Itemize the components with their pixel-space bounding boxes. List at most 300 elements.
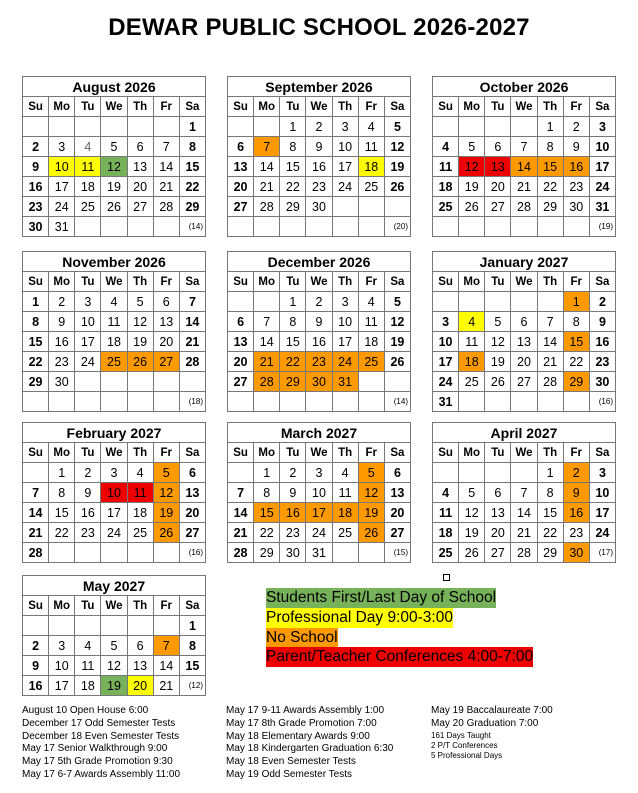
day-cell: 31 (332, 372, 358, 392)
weekday-header: Th (537, 272, 563, 292)
day-cell: 8 (179, 137, 205, 157)
empty-cell (228, 117, 254, 137)
weekday-header: Fr (358, 443, 384, 463)
day-cell: 10 (49, 157, 75, 177)
weekday-header: We (306, 443, 332, 463)
weekday-header: Tu (485, 272, 511, 292)
day-cell: 4 (433, 137, 459, 157)
empty-cell (485, 217, 511, 237)
day-cell: 6 (228, 137, 254, 157)
day-cell: 29 (280, 372, 306, 392)
weekday-header: Fr (153, 443, 179, 463)
day-cell: 4 (433, 483, 459, 503)
event-item: May 19 Baccalaureate 7:00 (431, 705, 553, 716)
day-cell: 18 (358, 157, 384, 177)
day-cell: 25 (459, 372, 485, 392)
day-cell: 14 (153, 656, 179, 676)
school-day-count: (19) (589, 217, 615, 237)
day-cell: 21 (153, 676, 179, 696)
weekday-header: Tu (280, 443, 306, 463)
school-day-count: (14) (384, 392, 410, 412)
day-cell: 31 (589, 197, 615, 217)
month-may-2027 (22, 575, 206, 696)
day-cell: 19 (459, 177, 485, 197)
empty-cell (433, 217, 459, 237)
day-cell: 6 (511, 312, 537, 332)
day-cell: 20 (127, 177, 153, 197)
day-cell: 17 (589, 503, 615, 523)
empty-cell (75, 217, 101, 237)
empty-cell (332, 197, 358, 217)
month-name: August 2026 (23, 77, 206, 97)
month-name: March 2027 (228, 423, 411, 443)
day-cell: 22 (49, 523, 75, 543)
day-cell: 17 (306, 503, 332, 523)
day-cell: 6 (179, 463, 205, 483)
day-cell: 13 (485, 503, 511, 523)
weekday-header: Sa (179, 97, 205, 117)
event-item: May 18 Even Semester Tests (226, 756, 356, 768)
small-square-marker (443, 574, 450, 581)
empty-cell (537, 217, 563, 237)
day-cell: 2 (306, 292, 332, 312)
day-cell: 29 (23, 372, 49, 392)
weekday-header: Fr (153, 596, 179, 616)
empty-cell (228, 292, 254, 312)
day-cell: 12 (358, 483, 384, 503)
weekday-header: Fr (153, 97, 179, 117)
weekday-header: Tu (485, 443, 511, 463)
weekday-header: Sa (179, 596, 205, 616)
day-cell: 11 (358, 312, 384, 332)
day-cell: 21 (254, 177, 280, 197)
month-name: February 2027 (23, 423, 206, 443)
weekday-header: We (511, 443, 537, 463)
empty-cell (563, 392, 589, 412)
weekday-header: Su (228, 443, 254, 463)
empty-cell (254, 217, 280, 237)
day-cell: 27 (384, 523, 410, 543)
day-cell: 8 (23, 312, 49, 332)
day-cell: 2 (75, 463, 101, 483)
day-cell: 18 (75, 676, 101, 696)
day-cell: 26 (153, 523, 179, 543)
weekday-header: Su (228, 97, 254, 117)
weekday-header: Fr (563, 443, 589, 463)
empty-cell (254, 392, 280, 412)
weekday-header: Tu (75, 443, 101, 463)
day-cell: 12 (485, 332, 511, 352)
day-cell: 16 (75, 503, 101, 523)
day-cell: 17 (101, 503, 127, 523)
day-cell: 24 (433, 372, 459, 392)
empty-cell (153, 543, 179, 563)
day-cell: 7 (179, 292, 205, 312)
empty-cell (153, 117, 179, 137)
weekday-header: We (511, 272, 537, 292)
weekday-header: Sa (384, 443, 410, 463)
day-cell: 5 (384, 292, 410, 312)
empty-cell (511, 117, 537, 137)
day-cell: 30 (563, 197, 589, 217)
day-cell: 20 (485, 177, 511, 197)
day-cell: 19 (101, 676, 127, 696)
weekday-header: Tu (485, 97, 511, 117)
weekday-header: Sa (384, 97, 410, 117)
day-cell: 3 (589, 117, 615, 137)
day-cell: 19 (153, 503, 179, 523)
day-cell: 11 (75, 656, 101, 676)
day-cell: 18 (75, 177, 101, 197)
day-cell: 24 (75, 352, 101, 372)
month-name: October 2026 (433, 77, 616, 97)
day-cell: 8 (179, 636, 205, 656)
day-cell: 2 (563, 463, 589, 483)
day-cell: 16 (563, 157, 589, 177)
event-item: May 17 6-7 Awards Assembly 11:00 (22, 768, 181, 780)
day-cell: 25 (332, 523, 358, 543)
month-name: December 2026 (228, 252, 411, 272)
empty-cell (49, 117, 75, 137)
school-day-count: (12) (179, 676, 205, 696)
school-day-count: (20) (384, 217, 410, 237)
day-cell: 21 (511, 177, 537, 197)
day-cell: 16 (306, 157, 332, 177)
day-cell: 31 (433, 392, 459, 412)
empty-cell (511, 463, 537, 483)
weekday-header: Mo (49, 97, 75, 117)
day-cell: 24 (332, 177, 358, 197)
day-cell: 5 (101, 137, 127, 157)
day-cell: 24 (306, 523, 332, 543)
weekday-header: Fr (563, 272, 589, 292)
weekday-header: Th (332, 97, 358, 117)
events-column-3 (431, 705, 553, 761)
day-cell: 11 (433, 503, 459, 523)
day-cell: 4 (127, 463, 153, 483)
day-cell: 12 (101, 157, 127, 177)
day-cell: 8 (563, 312, 589, 332)
empty-cell (23, 392, 49, 412)
day-cell: 8 (280, 137, 306, 157)
legend-first-last-day: Students First/Last Day of School (266, 589, 497, 606)
legend-no-school: No School (266, 628, 338, 646)
school-day-count: (15) (384, 543, 410, 563)
day-cell: 6 (153, 292, 179, 312)
day-cell: 22 (23, 352, 49, 372)
day-cell: 25 (433, 543, 459, 563)
day-cell: 25 (75, 197, 101, 217)
event-item: May 20 Graduation 7:00 (431, 717, 539, 729)
day-cell: 3 (49, 137, 75, 157)
day-cell: 23 (49, 352, 75, 372)
empty-cell (459, 463, 485, 483)
empty-cell (23, 616, 49, 636)
day-cell: 14 (179, 312, 205, 332)
empty-cell (153, 217, 179, 237)
day-cell: 28 (254, 197, 280, 217)
day-cell: 14 (254, 332, 280, 352)
day-cell: 10 (49, 656, 75, 676)
empty-cell (433, 117, 459, 137)
event-item: May 17 5th Grade Promotion 9:30 (22, 756, 173, 768)
day-cell: 6 (384, 463, 410, 483)
empty-cell (179, 372, 205, 392)
empty-cell (280, 217, 306, 237)
page-title: DEWAR PUBLIC SCHOOL 2026-2027 (108, 14, 530, 41)
day-cell: 12 (459, 157, 485, 177)
day-cell: 28 (153, 197, 179, 217)
day-cell: 23 (23, 197, 49, 217)
day-cell: 10 (332, 312, 358, 332)
day-cell: 20 (228, 177, 254, 197)
day-cell: 23 (280, 523, 306, 543)
day-cell: 9 (589, 312, 615, 332)
day-cell: 2 (563, 117, 589, 137)
weekday-header: We (101, 443, 127, 463)
month-september-2026 (227, 76, 411, 237)
day-cell: 28 (537, 372, 563, 392)
day-cell: 1 (280, 292, 306, 312)
day-cell: 15 (23, 332, 49, 352)
day-cell: 19 (127, 332, 153, 352)
empty-cell (459, 392, 485, 412)
weekday-header: Su (433, 443, 459, 463)
day-cell: 4 (75, 636, 101, 656)
day-cell: 7 (254, 137, 280, 157)
empty-cell (23, 117, 49, 137)
day-cell: 12 (127, 312, 153, 332)
day-cell: 20 (127, 676, 153, 696)
empty-cell (127, 372, 153, 392)
month-august-2026 (22, 76, 206, 237)
weekday-header: Th (127, 272, 153, 292)
day-cell: 3 (589, 463, 615, 483)
day-cell: 5 (384, 117, 410, 137)
day-cell: 30 (280, 543, 306, 563)
empty-cell (254, 117, 280, 137)
empty-cell (384, 197, 410, 217)
weekday-header: Su (433, 97, 459, 117)
empty-cell (127, 117, 153, 137)
school-day-count: (14) (179, 217, 205, 237)
weekday-header: Th (127, 97, 153, 117)
empty-cell (280, 392, 306, 412)
day-cell: 10 (589, 483, 615, 503)
weekday-header: Mo (459, 443, 485, 463)
stat-days-taught: 161 Days Taught (431, 730, 491, 740)
empty-cell (485, 292, 511, 312)
day-cell: 27 (485, 543, 511, 563)
empty-cell (358, 392, 384, 412)
day-cell: 11 (459, 332, 485, 352)
empty-cell (101, 616, 127, 636)
day-cell: 21 (511, 523, 537, 543)
weekday-header: Tu (75, 97, 101, 117)
day-cell: 15 (563, 332, 589, 352)
day-cell: 15 (179, 157, 205, 177)
day-cell: 9 (280, 483, 306, 503)
day-cell: 17 (49, 177, 75, 197)
weekday-header: Th (127, 596, 153, 616)
day-cell: 18 (358, 332, 384, 352)
day-cell: 26 (459, 197, 485, 217)
day-cell: 16 (563, 503, 589, 523)
day-cell: 25 (127, 523, 153, 543)
day-cell: 15 (254, 503, 280, 523)
day-cell: 29 (537, 543, 563, 563)
day-cell: 17 (49, 676, 75, 696)
day-cell: 3 (332, 117, 358, 137)
legend-conferences: Parent/Teacher Conferences 4:00-7:00 (266, 648, 534, 666)
weekday-header: We (101, 272, 127, 292)
day-cell: 27 (127, 197, 153, 217)
day-cell: 1 (563, 292, 589, 312)
day-cell: 7 (23, 483, 49, 503)
day-cell: 19 (384, 157, 410, 177)
day-cell: 4 (358, 117, 384, 137)
day-cell: 3 (49, 636, 75, 656)
day-cell: 30 (23, 217, 49, 237)
month-name: May 2027 (23, 576, 206, 596)
event-item: December 18 Even Semester Tests (22, 730, 180, 742)
day-cell: 29 (179, 197, 205, 217)
day-cell: 26 (459, 543, 485, 563)
empty-cell (537, 392, 563, 412)
day-cell: 16 (49, 332, 75, 352)
day-cell: 22 (280, 177, 306, 197)
empty-cell (537, 292, 563, 312)
empty-cell (332, 217, 358, 237)
day-cell: 13 (179, 483, 205, 503)
day-cell: 5 (358, 463, 384, 483)
weekday-header: Fr (358, 97, 384, 117)
day-cell: 29 (280, 197, 306, 217)
day-cell: 2 (589, 292, 615, 312)
day-cell: 30 (306, 197, 332, 217)
empty-cell (49, 392, 75, 412)
day-cell: 4 (459, 312, 485, 332)
day-cell: 8 (537, 137, 563, 157)
day-cell: 20 (384, 503, 410, 523)
month-name: January 2027 (433, 252, 616, 272)
day-cell: 7 (153, 137, 179, 157)
day-cell: 1 (537, 117, 563, 137)
empty-cell (433, 463, 459, 483)
weekday-header: Su (23, 443, 49, 463)
day-cell: 15 (280, 157, 306, 177)
day-cell: 6 (127, 137, 153, 157)
empty-cell (358, 197, 384, 217)
day-cell: 20 (228, 352, 254, 372)
day-cell: 9 (563, 483, 589, 503)
day-cell: 26 (101, 197, 127, 217)
weekday-header: Su (23, 596, 49, 616)
empty-cell (485, 392, 511, 412)
day-cell: 26 (384, 177, 410, 197)
day-cell: 12 (384, 312, 410, 332)
day-cell: 11 (433, 157, 459, 177)
day-cell: 13 (384, 483, 410, 503)
day-cell: 28 (228, 543, 254, 563)
day-cell: 23 (563, 523, 589, 543)
empty-cell (75, 543, 101, 563)
day-cell: 9 (23, 157, 49, 177)
empty-cell (75, 392, 101, 412)
day-cell: 19 (459, 523, 485, 543)
day-cell: 30 (306, 372, 332, 392)
weekday-header: Sa (589, 97, 615, 117)
day-cell: 18 (127, 503, 153, 523)
day-cell: 18 (433, 177, 459, 197)
day-cell: 15 (537, 157, 563, 177)
empty-cell (254, 292, 280, 312)
day-cell: 23 (563, 177, 589, 197)
empty-cell (358, 543, 384, 563)
weekday-header: Su (433, 272, 459, 292)
weekday-header: Mo (254, 97, 280, 117)
day-cell: 14 (511, 503, 537, 523)
day-cell: 31 (306, 543, 332, 563)
month-february-2027 (22, 422, 206, 563)
empty-cell (459, 217, 485, 237)
events-column-1 (22, 705, 180, 782)
day-cell: 12 (101, 656, 127, 676)
empty-cell (75, 616, 101, 636)
weekday-header: Sa (589, 272, 615, 292)
empty-cell (228, 463, 254, 483)
day-cell: 19 (358, 503, 384, 523)
event-item: May 17 Senior Walkthrough 9:00 (22, 743, 168, 755)
weekday-header: Th (537, 443, 563, 463)
day-cell: 8 (49, 483, 75, 503)
day-cell: 24 (589, 177, 615, 197)
day-cell: 1 (23, 292, 49, 312)
day-cell: 29 (537, 197, 563, 217)
day-cell: 9 (75, 483, 101, 503)
weekday-header: Th (127, 443, 153, 463)
day-cell: 21 (23, 523, 49, 543)
weekday-header: Mo (459, 97, 485, 117)
day-cell: 30 (49, 372, 75, 392)
day-cell: 6 (127, 636, 153, 656)
event-item: August 10 Open House 6:00 (22, 705, 149, 716)
day-cell: 25 (101, 352, 127, 372)
day-cell: 23 (306, 352, 332, 372)
day-cell: 1 (179, 117, 205, 137)
day-cell: 12 (384, 137, 410, 157)
empty-cell (511, 217, 537, 237)
empty-cell (75, 372, 101, 392)
day-cell: 16 (280, 503, 306, 523)
day-cell: 24 (332, 352, 358, 372)
day-cell: 27 (153, 352, 179, 372)
day-cell: 27 (228, 372, 254, 392)
day-cell: 24 (101, 523, 127, 543)
day-cell: 22 (563, 352, 589, 372)
day-cell: 28 (511, 543, 537, 563)
day-cell: 15 (537, 503, 563, 523)
day-cell: 17 (332, 157, 358, 177)
empty-cell (511, 392, 537, 412)
empty-cell (75, 117, 101, 137)
day-cell: 9 (49, 312, 75, 332)
day-cell: 13 (153, 312, 179, 332)
day-cell: 13 (485, 157, 511, 177)
empty-cell (358, 217, 384, 237)
weekday-header: We (511, 97, 537, 117)
weekday-header: Mo (49, 272, 75, 292)
